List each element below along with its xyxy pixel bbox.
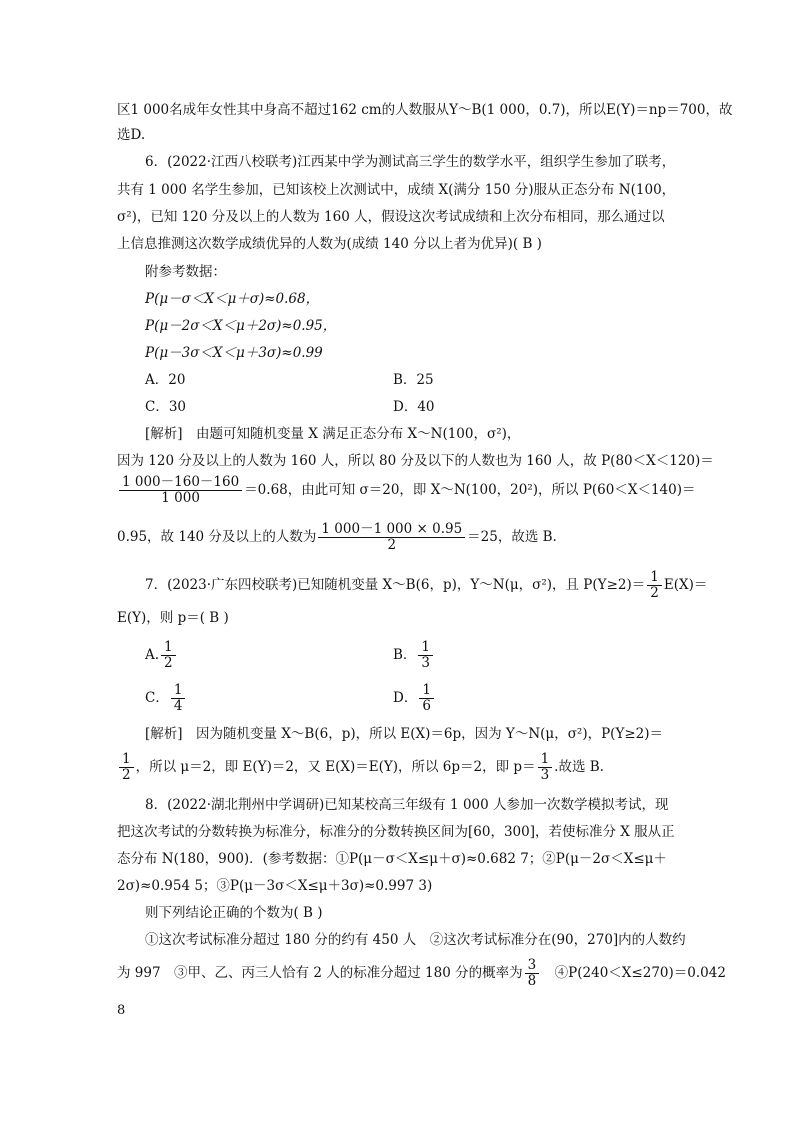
fraction: $\frac{1}{2}$: [647, 570, 662, 601]
option-c: C．30: [145, 399, 187, 415]
solution-line: $\frac{1 000-160-160}{1 000}$ ＝0.68，由此可知 σ＝20，即 X～N(100，20²)，所以 P(60＜X＜140)＝: [117, 475, 696, 506]
solution-line: 0.95，故 140 分及以上的人数为 $\frac{1 000-1 000 \times 0.95}{2}$ ＝25，故选 B.: [117, 521, 557, 553]
fraction: $\frac{1 000-1 000 \times 0.95}{2}$: [318, 522, 465, 553]
solution-line: [解析] 由题可知随机变量 X 满足正态分布 X～N(100，σ²)，: [145, 426, 521, 442]
text-line: 态分布 N(180，900)．(参考数据：①P(μ－σ＜X≤μ＋σ)≈0.682 7；②P(μ－2σ＜X≤μ＋: [117, 851, 667, 867]
text-line: 区1 000名成年女性其中身高不超过162 cm的人数服从Y～B(1 000，0.7)，所以E(Y)＝np＝700，故: [117, 102, 733, 118]
solution-line: [解析] 因为随机变量 X～B(6，p)，所以 E(X)＝6p，因为 Y～N(μ，σ²)，P(Y≥2)＝: [145, 726, 664, 742]
solution-line: 因为 120 分及以上的人数为 160 人，所以 80 分及以下的人数也为 160 人，故 P(80＜X＜120)＝: [117, 453, 714, 469]
option-a: A. $\frac{1}{2}$: [145, 640, 178, 671]
text-line: 为 997 ③甲、乙、丙三人恰有 2 人的标准分超过 180 分的概率为 $\frac{3}{8}$ ④P(240＜X≤270)＝0.042: [117, 957, 726, 989]
reference-data: P(μ－σ＜X＜μ＋σ)≈0.68，: [145, 291, 320, 307]
question-6-stem: 6．(2022·江西八校联考)江西某中学为测试高三学生的数学水平，组织学生参加了联考，: [145, 154, 676, 170]
text-line: 则下列结论正确的个数为( B ): [145, 905, 323, 921]
text-line: 把这次考试的分数转换为标准分，标准分的分数转换区间为[60，300]，若使标准分 X 服从正: [117, 824, 675, 840]
text-line: σ²)，已知 120 分及以上的人数为 160 人，假设这次考试成绩和上次分布相同，那么通过以: [117, 209, 665, 225]
option-b: B．25: [393, 372, 434, 388]
fraction: $\frac{1 000-160-160}{1 000}$: [119, 475, 242, 506]
question-7-stem: 7．(2023·广东四校联考)已知随机变量 X～B(6，p)，Y～N(μ，σ²)，且 P(Y≥2)＝ $\frac{1}{2}$ E(X)＝: [145, 569, 708, 601]
text-line: 2σ)≈0.954 5；③P(μ－3σ＜X≤μ＋3σ)≈0.997 3): [117, 878, 433, 894]
option-d: D．40: [393, 399, 435, 415]
option-b: B． $\frac{1}{3}$: [393, 640, 435, 671]
option-d: D． $\frac{1}{6}$: [393, 683, 436, 714]
text-line: 选D.: [117, 127, 146, 143]
reference-data: P(μ－3σ＜X＜μ＋3σ)≈0.99: [145, 345, 323, 361]
option-c: C． $\frac{1}{4}$: [145, 683, 187, 714]
question-8-stem: 8．(2022·湖北荆州中学调研)已知某校高三年级有 1 000 人参加一次数学模拟考试，现: [145, 797, 669, 813]
text-line: ①这次考试标准分超过 180 分的约有 450 人 ②这次考试标准分在(90，270]内的人数约: [145, 932, 686, 948]
page-number: 8: [117, 1003, 126, 1018]
reference-data: P(μ－2σ＜X＜μ＋2σ)≈0.95，: [145, 318, 337, 334]
reference-title: 附参考数据：: [145, 264, 226, 280]
solution-line: $\frac{1}{2}$ ，所以 μ＝2，即 E(Y)＝2，又 E(X)＝E(Y)，所以 6p＝2，即 p＝ $\frac{1}{3}$ .故选 B.: [117, 752, 604, 783]
text-line: E(Y)，则 p＝( B ): [117, 610, 229, 626]
text-line: 共有 1 000 名学生参加，已知该校上次测试中，成绩 X(满分 150 分)服从正态分布 N(100，: [117, 182, 676, 198]
option-a: A．20: [145, 372, 186, 388]
text-line: 上信息推测这次数学成绩优异的人数为(成绩 140 分以上者为优异)( B ): [117, 236, 542, 252]
